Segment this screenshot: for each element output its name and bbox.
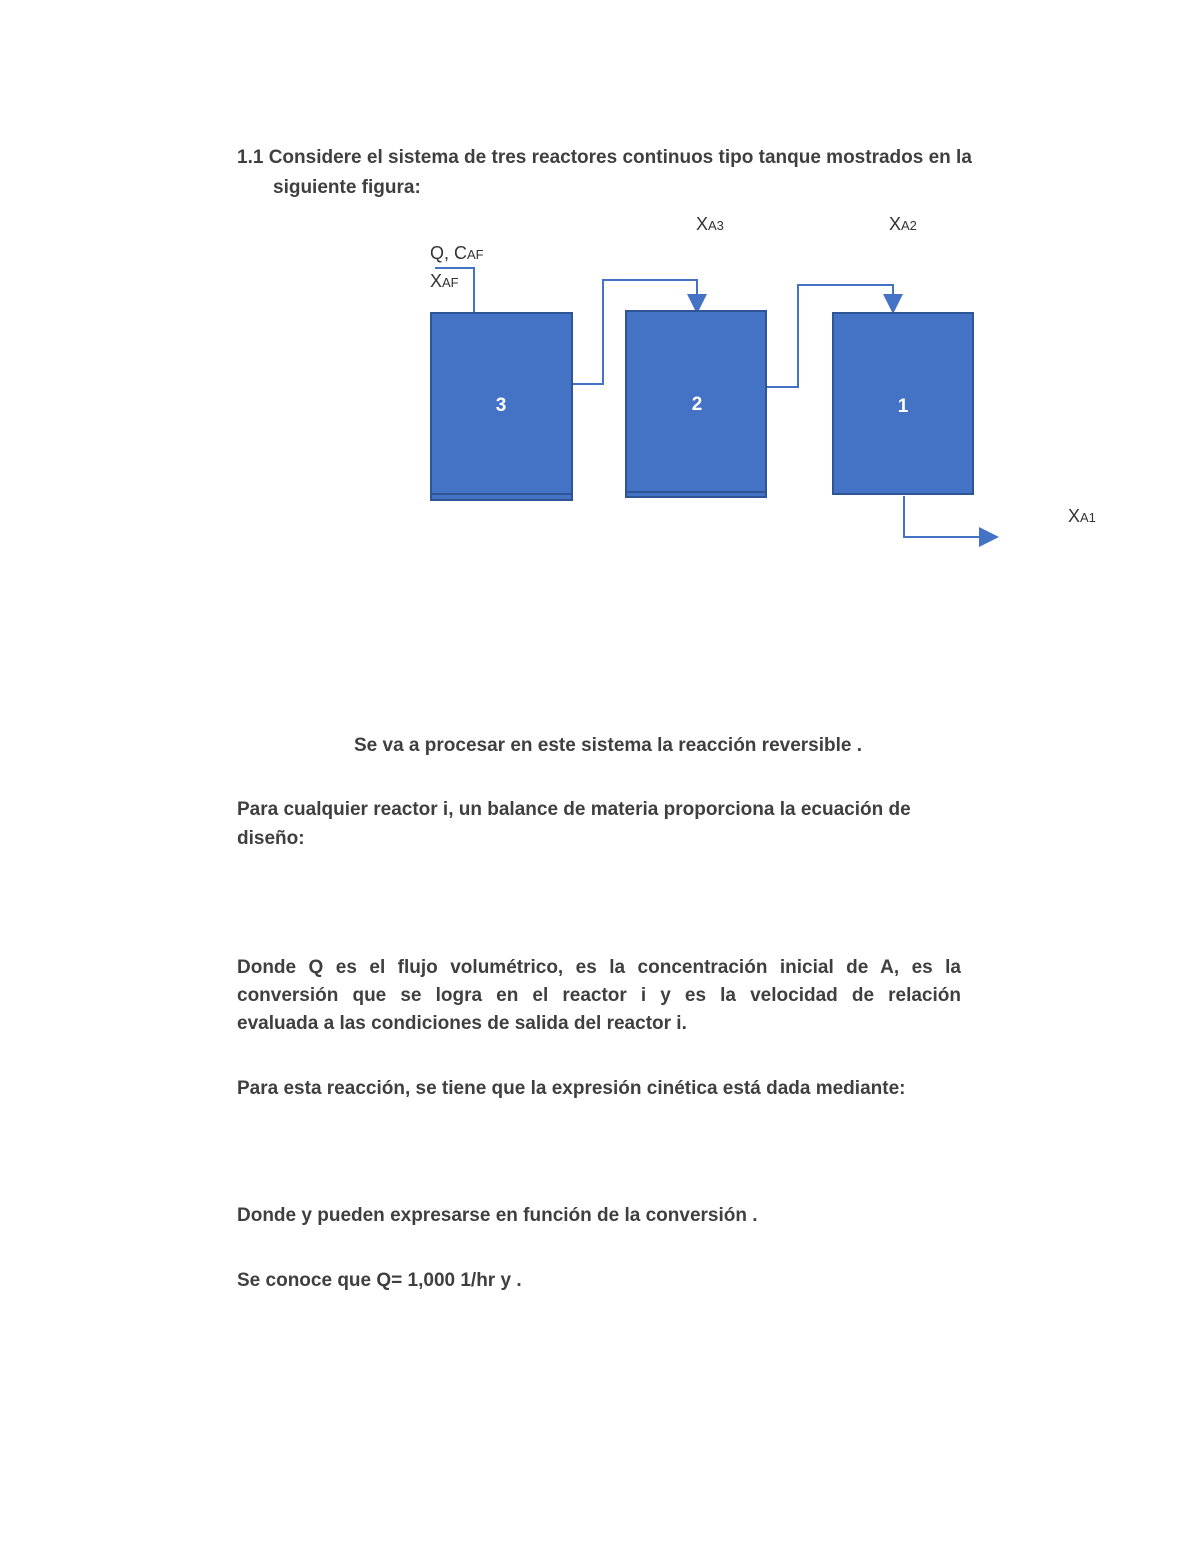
paragraph-donde-line3: evaluada a las condiciones de salida del reactor i. (237, 1013, 687, 1034)
paragraph-reaction: Se va a procesar en este sistema la reacción reversible . (354, 735, 863, 756)
label-xa1-text: X (1068, 506, 1081, 526)
label-xa2 (889, 214, 917, 235)
label-xa1 (1068, 506, 1096, 527)
feed-label-xaf-sub: AF (442, 275, 459, 290)
paragraph-balance-line2: diseño: (237, 828, 305, 849)
reactor-2-label: 2 (691, 394, 703, 415)
paragraph-conversion: Donde y pueden expresarse en función de la conversión . (237, 1205, 758, 1226)
heading-line1: 1.1 Considere el sistema de tres reactores continuos tipo tanque mostrados en la (237, 147, 972, 168)
feed-label-xaf (430, 271, 459, 292)
paragraph-donde-line1: Donde Q es el flujo volumétrico, es la concentración inicial de A, es la (237, 957, 961, 978)
reactor-3-label: 3 (495, 395, 507, 416)
label-xa3-sub: A3 (708, 218, 724, 233)
paragraph-kinetics: Para esta reacción, se tiene que la expresión cinética está dada mediante: (237, 1078, 906, 1099)
paragraph-donde-line2: conversión que se logra en el reactor i y es la velocidad de relación (237, 985, 961, 1006)
reactor-1-label: 1 (897, 396, 909, 417)
paragraph-known: Se conoce que Q= 1,000 1/hr y . (237, 1270, 522, 1291)
label-xa1-sub: A1 (1080, 510, 1096, 525)
paragraph-balance-line1: Para cualquier reactor i, un balance de materia proporciona la ecuación de (237, 799, 911, 820)
feed-label-q-caf-text: Q, C (430, 243, 468, 263)
feed-label-xaf-text: X (430, 271, 443, 291)
label-xa2-sub: A2 (901, 218, 917, 233)
outlet-line (904, 496, 995, 537)
label-xa2-text: X (889, 214, 902, 234)
heading-line2: siguiente figura: (273, 177, 421, 198)
feed-label-q-caf (430, 243, 484, 264)
label-xa3-text: X (696, 214, 709, 234)
reactor-diagram (0, 0, 1200, 600)
label-xa3 (696, 214, 724, 235)
feed-label-caf-sub: AF (467, 247, 484, 262)
